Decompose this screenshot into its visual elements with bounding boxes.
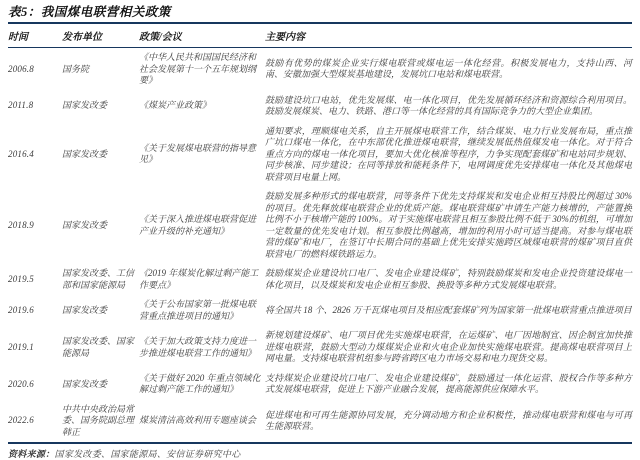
- data-source-text: 国家发改委、国家能源局、安信证券研究中心: [54, 449, 241, 460]
- cell-main-content: 通知要求，理顺煤电关系，自主开展煤电联营工作，结合煤炭、电力行业发展布局，重点推广坑口煤电一体化，在中东部优化推进煤电联营，继续发展低热值煤发电一体化。对于符合重点方向的煤电一体化项目，要加大优化核准等程序，力争实现配套煤矿和电站同步规划、同步核准、同步建设；在同等排放和能耗条件下，电网调度优先安排煤电一体化及其他煤电联营项目电量上网。: [265, 125, 632, 182]
- table-title: 表5：我国煤电联营相关政策: [8, 5, 171, 19]
- cell-main-content: 鼓励发展多种形式的煤电联营，同等条件下优先支持煤炭和发电企业相互持股比例超过 30%的项目。优先释放煤电联营企业的优质产能。煤电联营煤矿申请生产能力核增的，产能置换比例不小于核增产能的 100%。对于实施煤电联营且相互参股比例不低于 30%的机组，可增加一定数量的优先发电计划。相互参股比例越高，增加的利用小时可适当提高。对参与煤电联营的煤矿和电厂，在签订中长期合同的基础上优先安排实施跨区域煤电联营的煤矿项目直供联营电厂的燃料煤铁路运力。: [265, 191, 632, 259]
- cell-issuer: 国务院: [62, 63, 90, 74]
- cell-policy: 《2019 年煤炭化解过剩产能工作要点》: [139, 268, 259, 290]
- data-source-note: [8, 444, 632, 460]
- cell-policy: 《煤炭产业政策》: [139, 100, 212, 111]
- table-row: [8, 187, 632, 264]
- cell-main-content: 鼓励有优势的煤炭企业实行煤电联营或煤电运一体化经营。积极发展电力，支持山西、河南、安徽加强大型煤炭基地建设，发展坑口电站和煤电联营。: [265, 57, 632, 80]
- header-time: 时间: [8, 23, 62, 48]
- cell-time: 2011.8: [8, 100, 34, 111]
- cell-issuer: 国家发改委: [62, 378, 108, 389]
- cell-policy: 《关于做好 2020 年重点领域化解过剩产能工作的通知》: [139, 372, 261, 395]
- table-row: [8, 48, 632, 91]
- cell-policy: 《关于发展煤电联营的指导意见》: [139, 142, 257, 165]
- cell-main-content: 鼓励煤炭企业建设坑口电厂、发电企业建设煤矿，特别鼓励煤炭和发电企业投资建设煤电一体化项目，以及煤炭和发电企业相互参股、换股等多种方式发展煤电联营。: [265, 268, 632, 290]
- cell-issuer: 国家发改委: [62, 219, 108, 230]
- cell-main-content: 将全国共 18 个、2826 万千瓦煤电项目及相应配套煤矿列为国家第一批煤电联营重点推进项目: [265, 305, 632, 316]
- cell-main-content: 促进煤电和可再生能源协同发展，充分调动地方和企业积极性，推动煤电联营和煤电与可再生能源联营。: [265, 400, 632, 444]
- table-row: [8, 326, 632, 369]
- cell-policy: 煤炭清洁高效利用专题座谈会: [139, 400, 265, 444]
- cell-time: 2016.4: [8, 148, 34, 159]
- header-row: [8, 23, 632, 48]
- cell-main-content: 鼓励建设坑口电站，优先发展煤、电一体化项目，优先发展循环经济和资源综合利用项目。鼓励发展煤炭、电力、铁路、港口等一体化经营的具有国际竞争力的大型企业集团。: [265, 94, 632, 117]
- cell-time: 2019.1: [8, 341, 34, 352]
- policy-table: [8, 22, 632, 444]
- cell-time: 2006.8: [8, 63, 34, 74]
- table-row: [8, 295, 632, 326]
- table-row: [8, 369, 632, 400]
- header-issuer: 发布单位: [62, 23, 139, 48]
- header-main-content: 主要内容: [265, 23, 632, 48]
- cell-policy: 《中华人民共和国国民经济和社会发展第十一个五年规划纲要》: [139, 52, 257, 86]
- cell-policy: 《关于公布国家第一批煤电联营重点推进项目的通知》: [139, 299, 257, 321]
- header-policy: 政策/会议: [139, 23, 265, 48]
- cell-time: 2022.6: [8, 400, 62, 444]
- cell-time: 2020.6: [8, 378, 34, 389]
- table-row: [8, 264, 632, 295]
- cell-time: 2019.6: [8, 305, 34, 316]
- cell-issuer: 国家发改委: [62, 305, 108, 316]
- table-header: [8, 23, 632, 48]
- table-row: [8, 400, 632, 444]
- cell-time: 2019.5: [8, 274, 34, 284]
- cell-policy: 《关于深入推进煤电联营促进产业升级的补充通知》: [139, 214, 257, 236]
- cell-main-content: 支持煤炭企业建设坑口电厂、发电企业建设煤矿，鼓励通过一体化运营、股权合作等多种方式发展煤电联营，促进上下游产业融合发展，提高能源供应保障水平。: [265, 372, 632, 395]
- cell-issuer: 国家发改委、工信部和国家能源局: [62, 268, 135, 290]
- table-row: [8, 91, 632, 122]
- cell-policy: 《关于加大政策支持力度进一步推进煤电联营工作的通知》: [139, 336, 257, 358]
- cell-issuer: 中共中央政治局常委、国务院副总理韩正: [62, 400, 139, 444]
- data-source-label: 资料来源：: [8, 449, 55, 460]
- cell-time: 2018.9: [8, 219, 34, 230]
- cell-issuer: 国家发改委、国家能源局: [62, 336, 135, 358]
- table-row: [8, 122, 632, 188]
- cell-main-content: 新规划建设煤矿、电厂项目优先实施煤电联营，在运煤矿、电厂因地制宜、因企制宜加快推进煤电联营，鼓励大型动力煤煤炭企业和火电企业加快实施煤电联营。提高煤电联营项目上网电量。支持煤电联营机组参与跨省跨区电力市场交易和电力现货交易。: [265, 330, 632, 364]
- cell-issuer: 国家发改委: [62, 148, 108, 159]
- table-body: [8, 48, 632, 444]
- cell-issuer: 国家发改委: [62, 100, 108, 111]
